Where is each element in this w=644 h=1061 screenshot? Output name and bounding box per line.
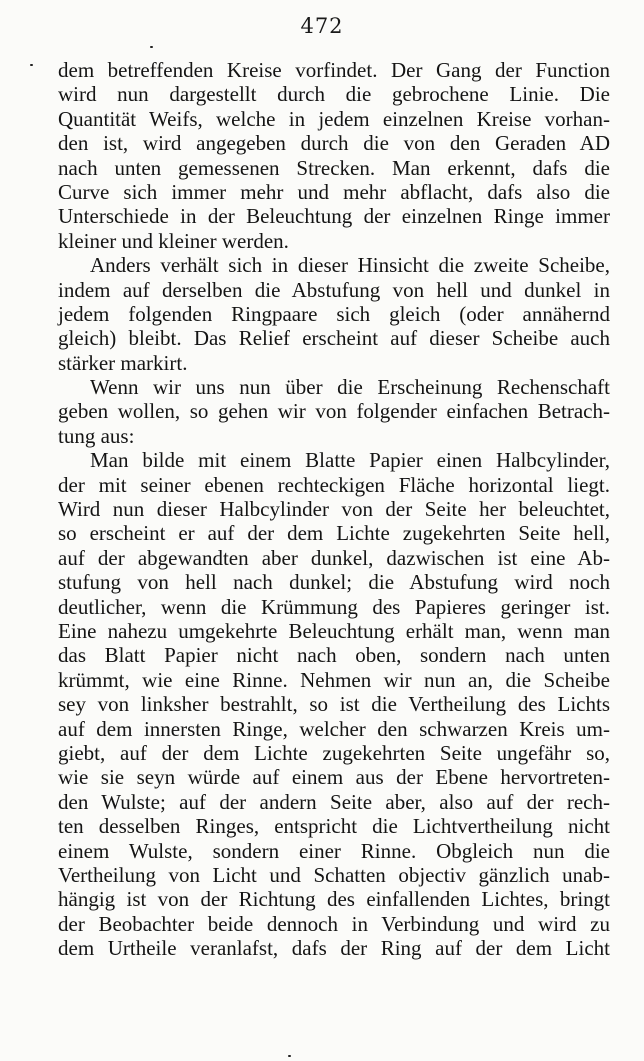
text-line: gleich) bleibt. Das Relief erscheint auf dieser Scheibe auch bbox=[58, 326, 610, 351]
text-line: auf der abgewandten aber dunkel, dazwischen ist eine Ab- bbox=[58, 545, 610, 570]
text-line: hängig ist von der Richtung des einfallenden Lichtes, bringt bbox=[58, 887, 610, 912]
text-line: Unterschiede in der Beleuchtung der einzelnen Ringe immer bbox=[58, 204, 610, 229]
text-line: Wenn wir uns nun über die Erscheinung Rechenschaft bbox=[90, 375, 610, 400]
text-line: stärker markirt. bbox=[58, 350, 188, 375]
print-speck bbox=[150, 46, 153, 48]
text-line: auf dem innersten Ringe, welcher den schwarzen Kreis um- bbox=[58, 716, 610, 741]
text-line: tung aus: bbox=[58, 423, 135, 448]
text-line: Eine nahezu umgekehrte Beleuchtung erhält man, wenn man bbox=[58, 618, 610, 643]
text-line: dem betreffenden Kreise vorfindet. Der Gang der Function bbox=[58, 58, 610, 82]
text-line: so erscheint er auf der dem Lichte zugekehrten Seite hell, bbox=[58, 521, 610, 546]
text-line: kleiner und kleiner werden. bbox=[58, 228, 289, 253]
text-line: Anders verhält sich in dieser Hinsicht die zweite Scheibe, bbox=[90, 253, 610, 278]
text-line: wie sie seyn würde auf einem aus der Ebene hervortreten- bbox=[58, 765, 610, 790]
paragraph bbox=[58, 448, 610, 960]
page-number: 472 bbox=[300, 14, 344, 38]
text-line: einem Wulste, sondern einer Rinne. Obgleich nun die bbox=[58, 838, 610, 863]
text-line: den Wulste; auf der andern Seite aber, also auf der rech- bbox=[58, 789, 610, 814]
paragraph bbox=[58, 375, 610, 448]
text-line: stufung von hell nach dunkel; die Abstufung wird noch bbox=[58, 570, 610, 595]
text-line: nach unten gemessenen Strecken. Man erkennt, dafs die bbox=[58, 155, 610, 180]
paragraph bbox=[58, 253, 610, 375]
text-line: Quantität Weifs, welche in jedem einzelnen Kreise vorhan- bbox=[58, 106, 610, 131]
text-line: deutlicher, wenn die Krümmung des Papieres geringer ist. bbox=[58, 594, 610, 619]
text-line: der Beobachter beide dennoch in Verbindung und wird zu bbox=[58, 911, 610, 936]
text-line: jedem folgenden Ringpaare sich gleich (oder annähernd bbox=[58, 301, 610, 326]
print-speck bbox=[288, 1055, 291, 1057]
text-line: Man bilde mit einem Blatte Papier einen Halbcylinder, bbox=[90, 448, 610, 473]
text-line: Wird nun dieser Halbcylinder von der Seite her beleuchtet, bbox=[58, 497, 610, 522]
paragraph bbox=[58, 58, 610, 253]
print-speck bbox=[30, 64, 33, 66]
text-line: wird nun dargestellt durch die gebrochene Linie. Die bbox=[58, 82, 610, 107]
text-line: indem auf derselben die Abstufung von hell und dunkel in bbox=[58, 277, 610, 302]
text-line: geben wollen, so gehen wir von folgender einfachen Betrach- bbox=[58, 399, 610, 424]
text-line: ten desselben Ringes, entspricht die Lichtvertheilung nicht bbox=[58, 814, 610, 839]
text-line: dem Urtheile veranlafst, dafs der Ring auf der dem Licht bbox=[58, 936, 610, 961]
text-line: der mit seiner ebenen rechteckigen Fläche horizontal liegt. bbox=[58, 472, 610, 497]
text-line: den ist, wird angegeben durch die von den Geraden AD bbox=[58, 131, 610, 156]
text-line: Curve sich immer mehr und mehr abflacht, dafs also die bbox=[58, 179, 610, 204]
text-line: Vertheilung von Licht und Schatten objectiv gänzlich unab- bbox=[58, 862, 610, 887]
text-line: das Blatt Papier nicht nach oben, sondern nach unten bbox=[58, 643, 610, 668]
text-line: giebt, auf der dem Lichte zugekehrten Seite ungefähr so, bbox=[58, 740, 610, 765]
text-line: krümmt, wie eine Rinne. Nehmen wir nun an, die Scheibe bbox=[58, 667, 610, 692]
body-text bbox=[58, 58, 610, 960]
text-line: sey von linksher bestrahlt, so ist die Vertheilung des Lichts bbox=[58, 692, 610, 717]
